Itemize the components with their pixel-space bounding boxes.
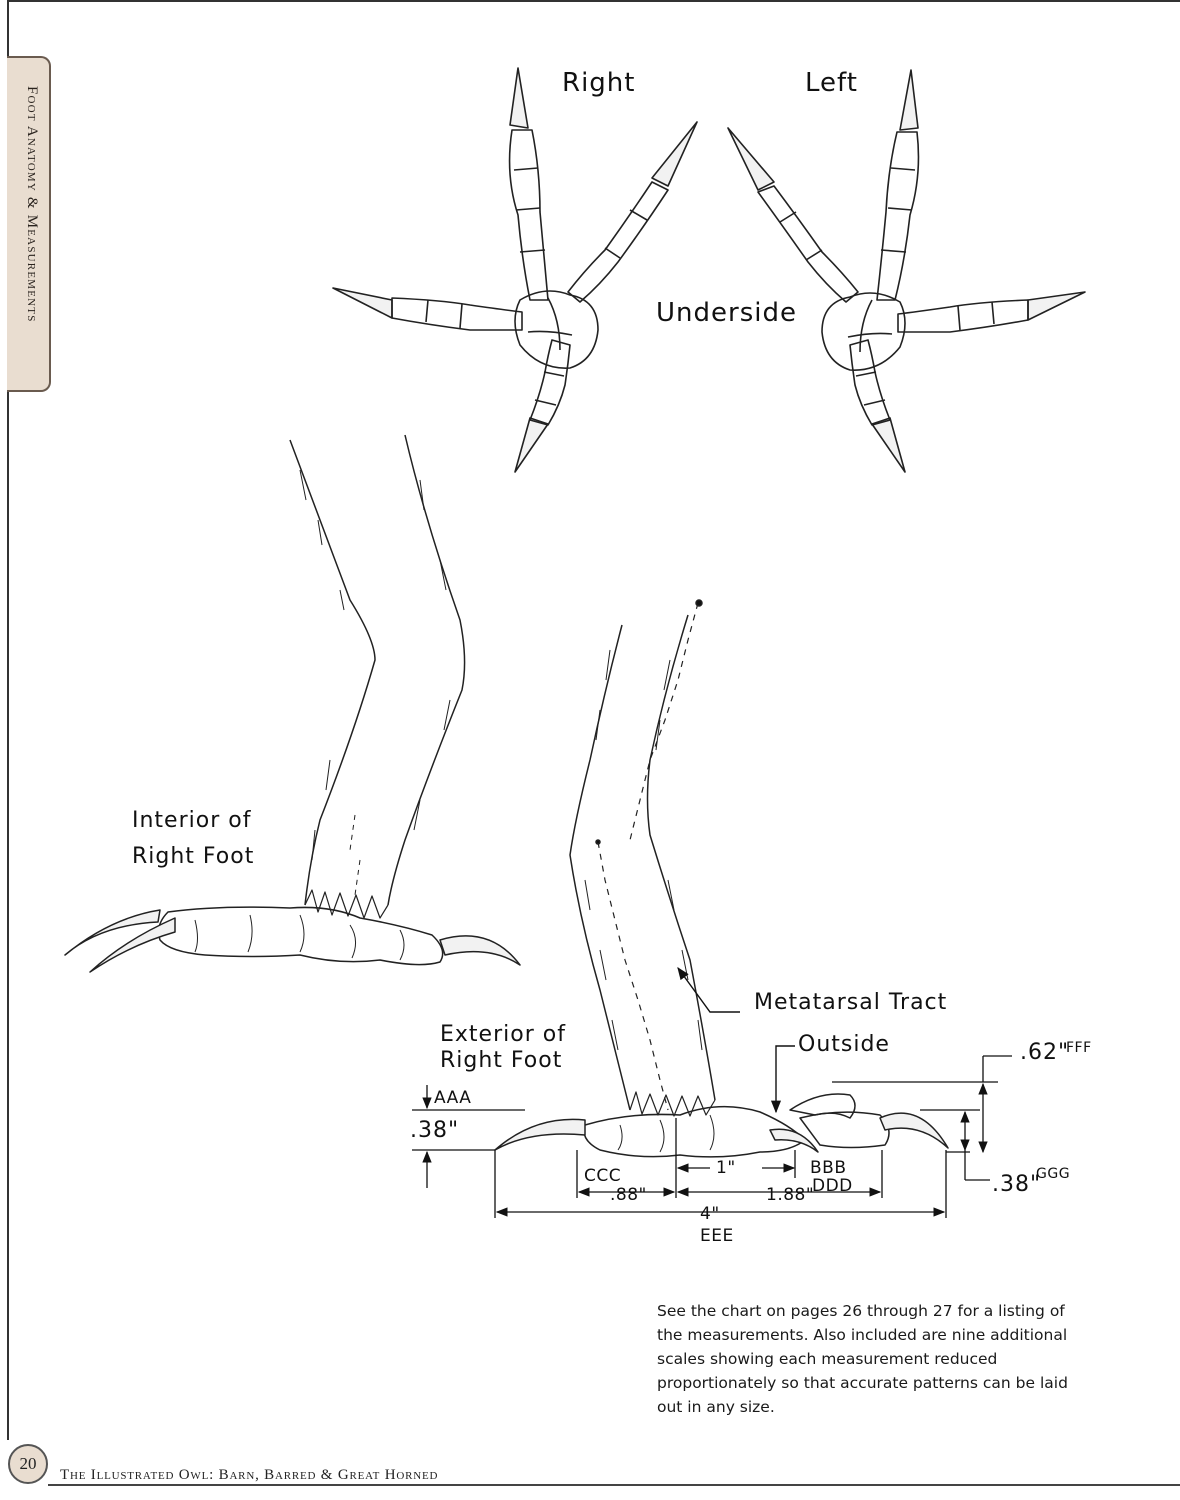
outside-label: Outside bbox=[798, 1032, 890, 1057]
interior-label-line1: Interior of bbox=[132, 808, 252, 833]
footer-rule bbox=[48, 1484, 1180, 1486]
dimension-value-ddd: 1.88" bbox=[766, 1185, 815, 1205]
running-title: The Illustrated Owl: Barn, Barred & Great Horned bbox=[60, 1467, 439, 1483]
dimension-value-aaa: .38" bbox=[410, 1118, 460, 1143]
section-tab-label: Foot Anatomy & Measurements bbox=[24, 86, 40, 323]
exterior-label-line2: Right Foot bbox=[440, 1048, 563, 1073]
left-foot-label: Left bbox=[805, 68, 858, 98]
dimension-code-ggg: GGG bbox=[1036, 1166, 1071, 1182]
exterior-foot-drawing bbox=[495, 600, 948, 1157]
dimension-value-one-inch: 1" bbox=[716, 1158, 736, 1178]
dimension-value-ccc: .88" bbox=[610, 1185, 647, 1205]
metatarsal-tract-label: Metatarsal Tract bbox=[754, 990, 948, 1015]
dimension-code-eee: EEE bbox=[700, 1226, 734, 1246]
page-number: 20 bbox=[19, 1454, 37, 1473]
exterior-label-line1: Exterior of bbox=[440, 1022, 566, 1047]
interior-foot-drawing bbox=[65, 435, 520, 972]
dimension-code-aaa: AAA bbox=[434, 1088, 472, 1108]
dimension-code-fff: FFF bbox=[1066, 1040, 1092, 1056]
dimension-value-eee: 4" bbox=[700, 1204, 720, 1224]
dimension-code-ddd: DDD bbox=[812, 1176, 853, 1196]
underside-label: Underside bbox=[656, 298, 797, 328]
dimension-code-ccc: CCC bbox=[584, 1166, 622, 1186]
right-foot-label: Right bbox=[562, 68, 636, 98]
outside-leader bbox=[776, 1046, 795, 1112]
page-number-badge bbox=[8, 1444, 48, 1484]
left-foot-underside-drawing bbox=[728, 70, 1085, 472]
interior-label-line2: Right Foot bbox=[132, 844, 255, 869]
dimension-value-ggg: .38" bbox=[992, 1172, 1042, 1197]
dimension-code-bbb: BBB bbox=[810, 1158, 847, 1178]
dimension-value-fff: .62" bbox=[1020, 1040, 1070, 1065]
measurement-note: See the chart on pages 26 through 27 for a listing of the measurements. Also included are nine additional scales showing each measurement reduced proportionately so that accurate patterns can be laid out in any size. bbox=[657, 1302, 1068, 1416]
right-foot-underside-drawing bbox=[333, 68, 697, 472]
